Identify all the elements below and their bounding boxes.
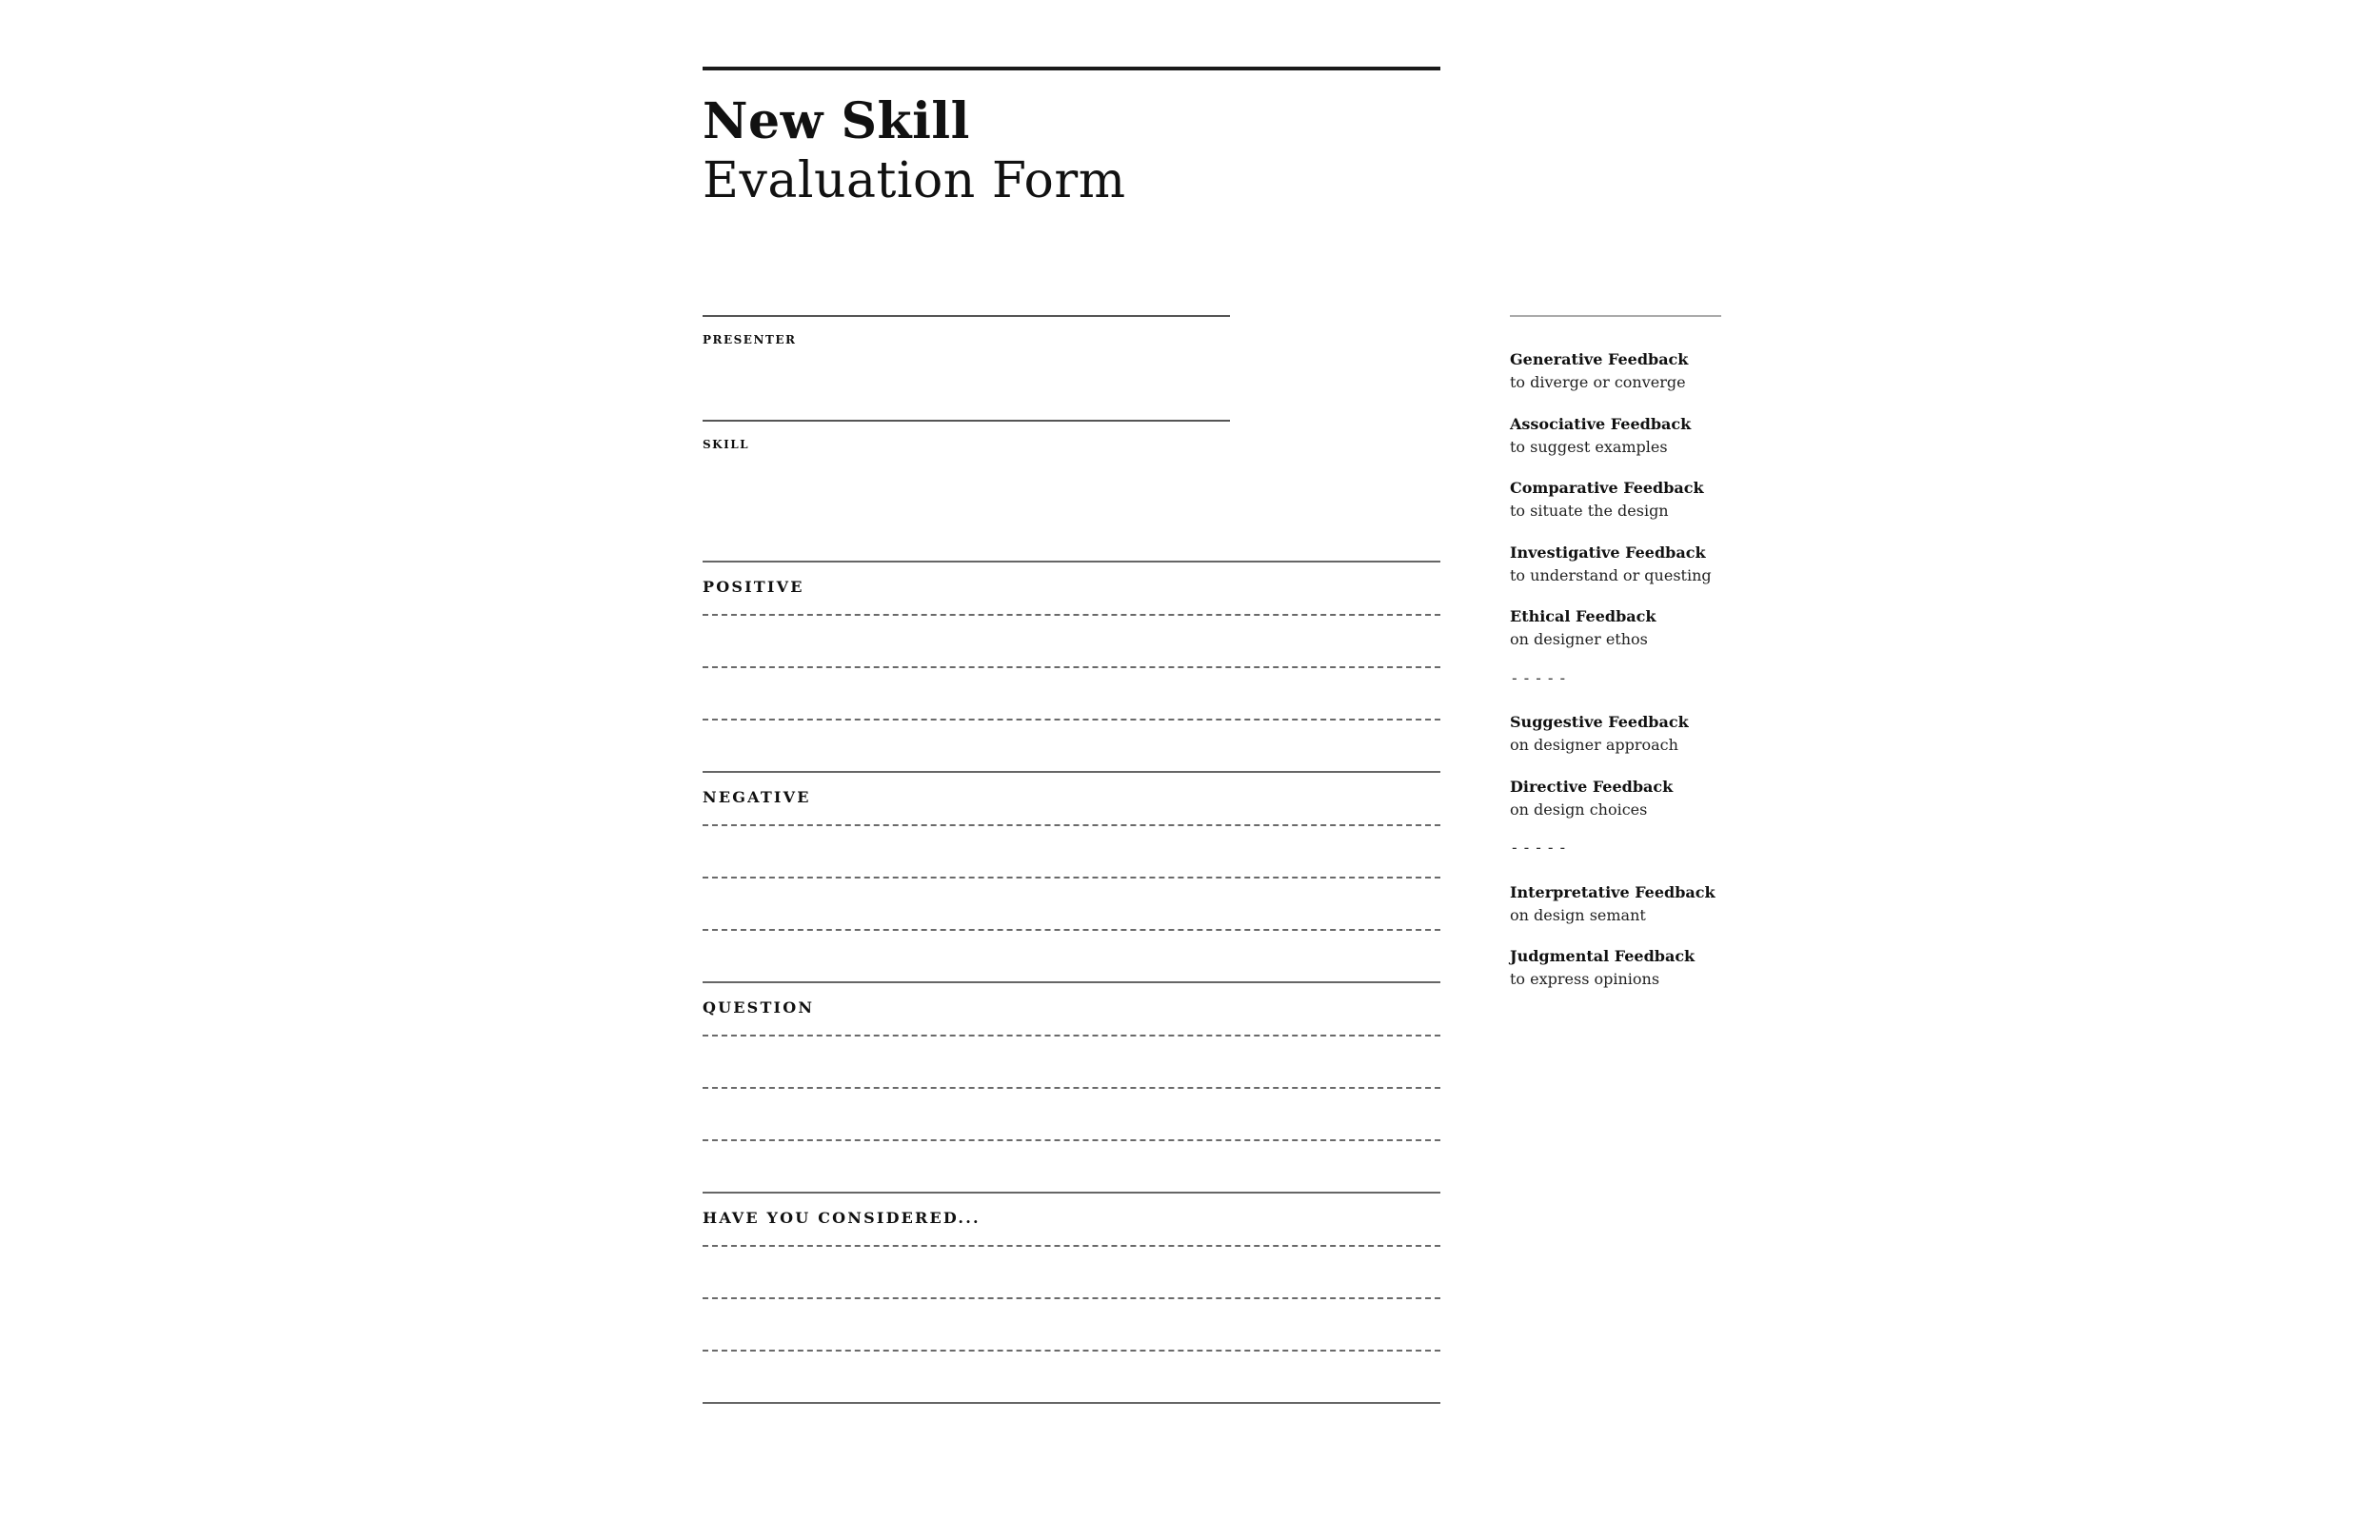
feedback-type-description: to situate the design <box>1510 502 1669 520</box>
negative-line-3 <box>703 929 1440 931</box>
feedback-type-name: Judgmental Feedback <box>1510 947 1696 965</box>
presenter-field[interactable] <box>703 257 1230 314</box>
sidebar-top-rule <box>1510 315 1721 317</box>
presenter-field-line <box>703 315 1230 317</box>
negative-line-2 <box>703 877 1440 879</box>
considered-writing-area[interactable] <box>703 1246 1440 1403</box>
form-subtitle: Evaluation Form <box>703 152 1126 209</box>
header-top-rule <box>703 67 1440 70</box>
feedback-type-suggestive <box>1510 711 1689 757</box>
presenter-label: PRESENTER <box>703 333 797 346</box>
feedback-type-name: Comparative Feedback <box>1510 479 1704 497</box>
considered-line-3 <box>703 1350 1440 1352</box>
feedback-type-description: on designer approach <box>1510 736 1678 754</box>
question-line-3 <box>703 1139 1440 1141</box>
positive-line-1 <box>703 614 1440 616</box>
feedback-type-description: on design semant <box>1510 906 1646 924</box>
skill-label: SKILL <box>703 438 750 451</box>
feedback-type-description: to suggest examples <box>1510 438 1668 456</box>
considered-section-rule <box>703 1192 1440 1194</box>
feedback-type-name: Generative Feedback <box>1510 350 1689 368</box>
negative-section-label: NEGATIVE <box>703 788 811 806</box>
feedback-separator-1: ----- <box>1510 669 1571 687</box>
feedback-type-comparative <box>1510 477 1704 523</box>
feedback-separator-2: ----- <box>1510 839 1571 857</box>
skill-field-line <box>703 420 1230 422</box>
feedback-type-description: on design choices <box>1510 800 1648 819</box>
skill-field[interactable] <box>703 362 1230 419</box>
positive-section-rule <box>703 561 1440 563</box>
feedback-type-investigative <box>1510 542 1712 587</box>
considered-section-label: HAVE YOU CONSIDERED... <box>703 1209 981 1227</box>
positive-section-label: POSITIVE <box>703 578 804 596</box>
question-section-rule <box>703 981 1440 983</box>
feedback-type-description: to understand or questing <box>1510 566 1712 584</box>
form-title: New Skill <box>703 92 970 150</box>
form-bottom-rule <box>703 1402 1440 1404</box>
negative-writing-area[interactable] <box>703 825 1440 982</box>
feedback-type-description: on designer ethos <box>1510 630 1648 648</box>
question-line-2 <box>703 1087 1440 1089</box>
feedback-type-generative <box>1510 348 1688 394</box>
considered-line-1 <box>703 1245 1440 1247</box>
feedback-type-name: Associative Feedback <box>1510 415 1692 433</box>
question-writing-area[interactable] <box>703 1036 1440 1193</box>
feedback-type-judgmental <box>1510 945 1695 991</box>
question-section-label: QUESTION <box>703 998 815 1017</box>
feedback-type-description: to express opinions <box>1510 970 1660 988</box>
feedback-type-ethical <box>1510 605 1656 651</box>
feedback-type-name: Suggestive Feedback <box>1510 713 1689 731</box>
feedback-type-name: Ethical Feedback <box>1510 607 1656 625</box>
positive-writing-area[interactable] <box>703 615 1440 772</box>
positive-line-2 <box>703 666 1440 668</box>
feedback-type-associative <box>1510 413 1691 459</box>
negative-section-rule <box>703 771 1440 773</box>
negative-line-1 <box>703 824 1440 826</box>
positive-line-3 <box>703 719 1440 721</box>
question-line-1 <box>703 1035 1440 1037</box>
considered-line-2 <box>703 1297 1440 1299</box>
feedback-type-directive <box>1510 776 1673 821</box>
feedback-type-name: Interpretative Feedback <box>1510 883 1716 901</box>
feedback-type-name: Investigative Feedback <box>1510 543 1706 562</box>
feedback-type-description: to diverge or converge <box>1510 373 1686 391</box>
feedback-type-interpretative <box>1510 881 1716 927</box>
feedback-type-name: Directive Feedback <box>1510 778 1674 796</box>
